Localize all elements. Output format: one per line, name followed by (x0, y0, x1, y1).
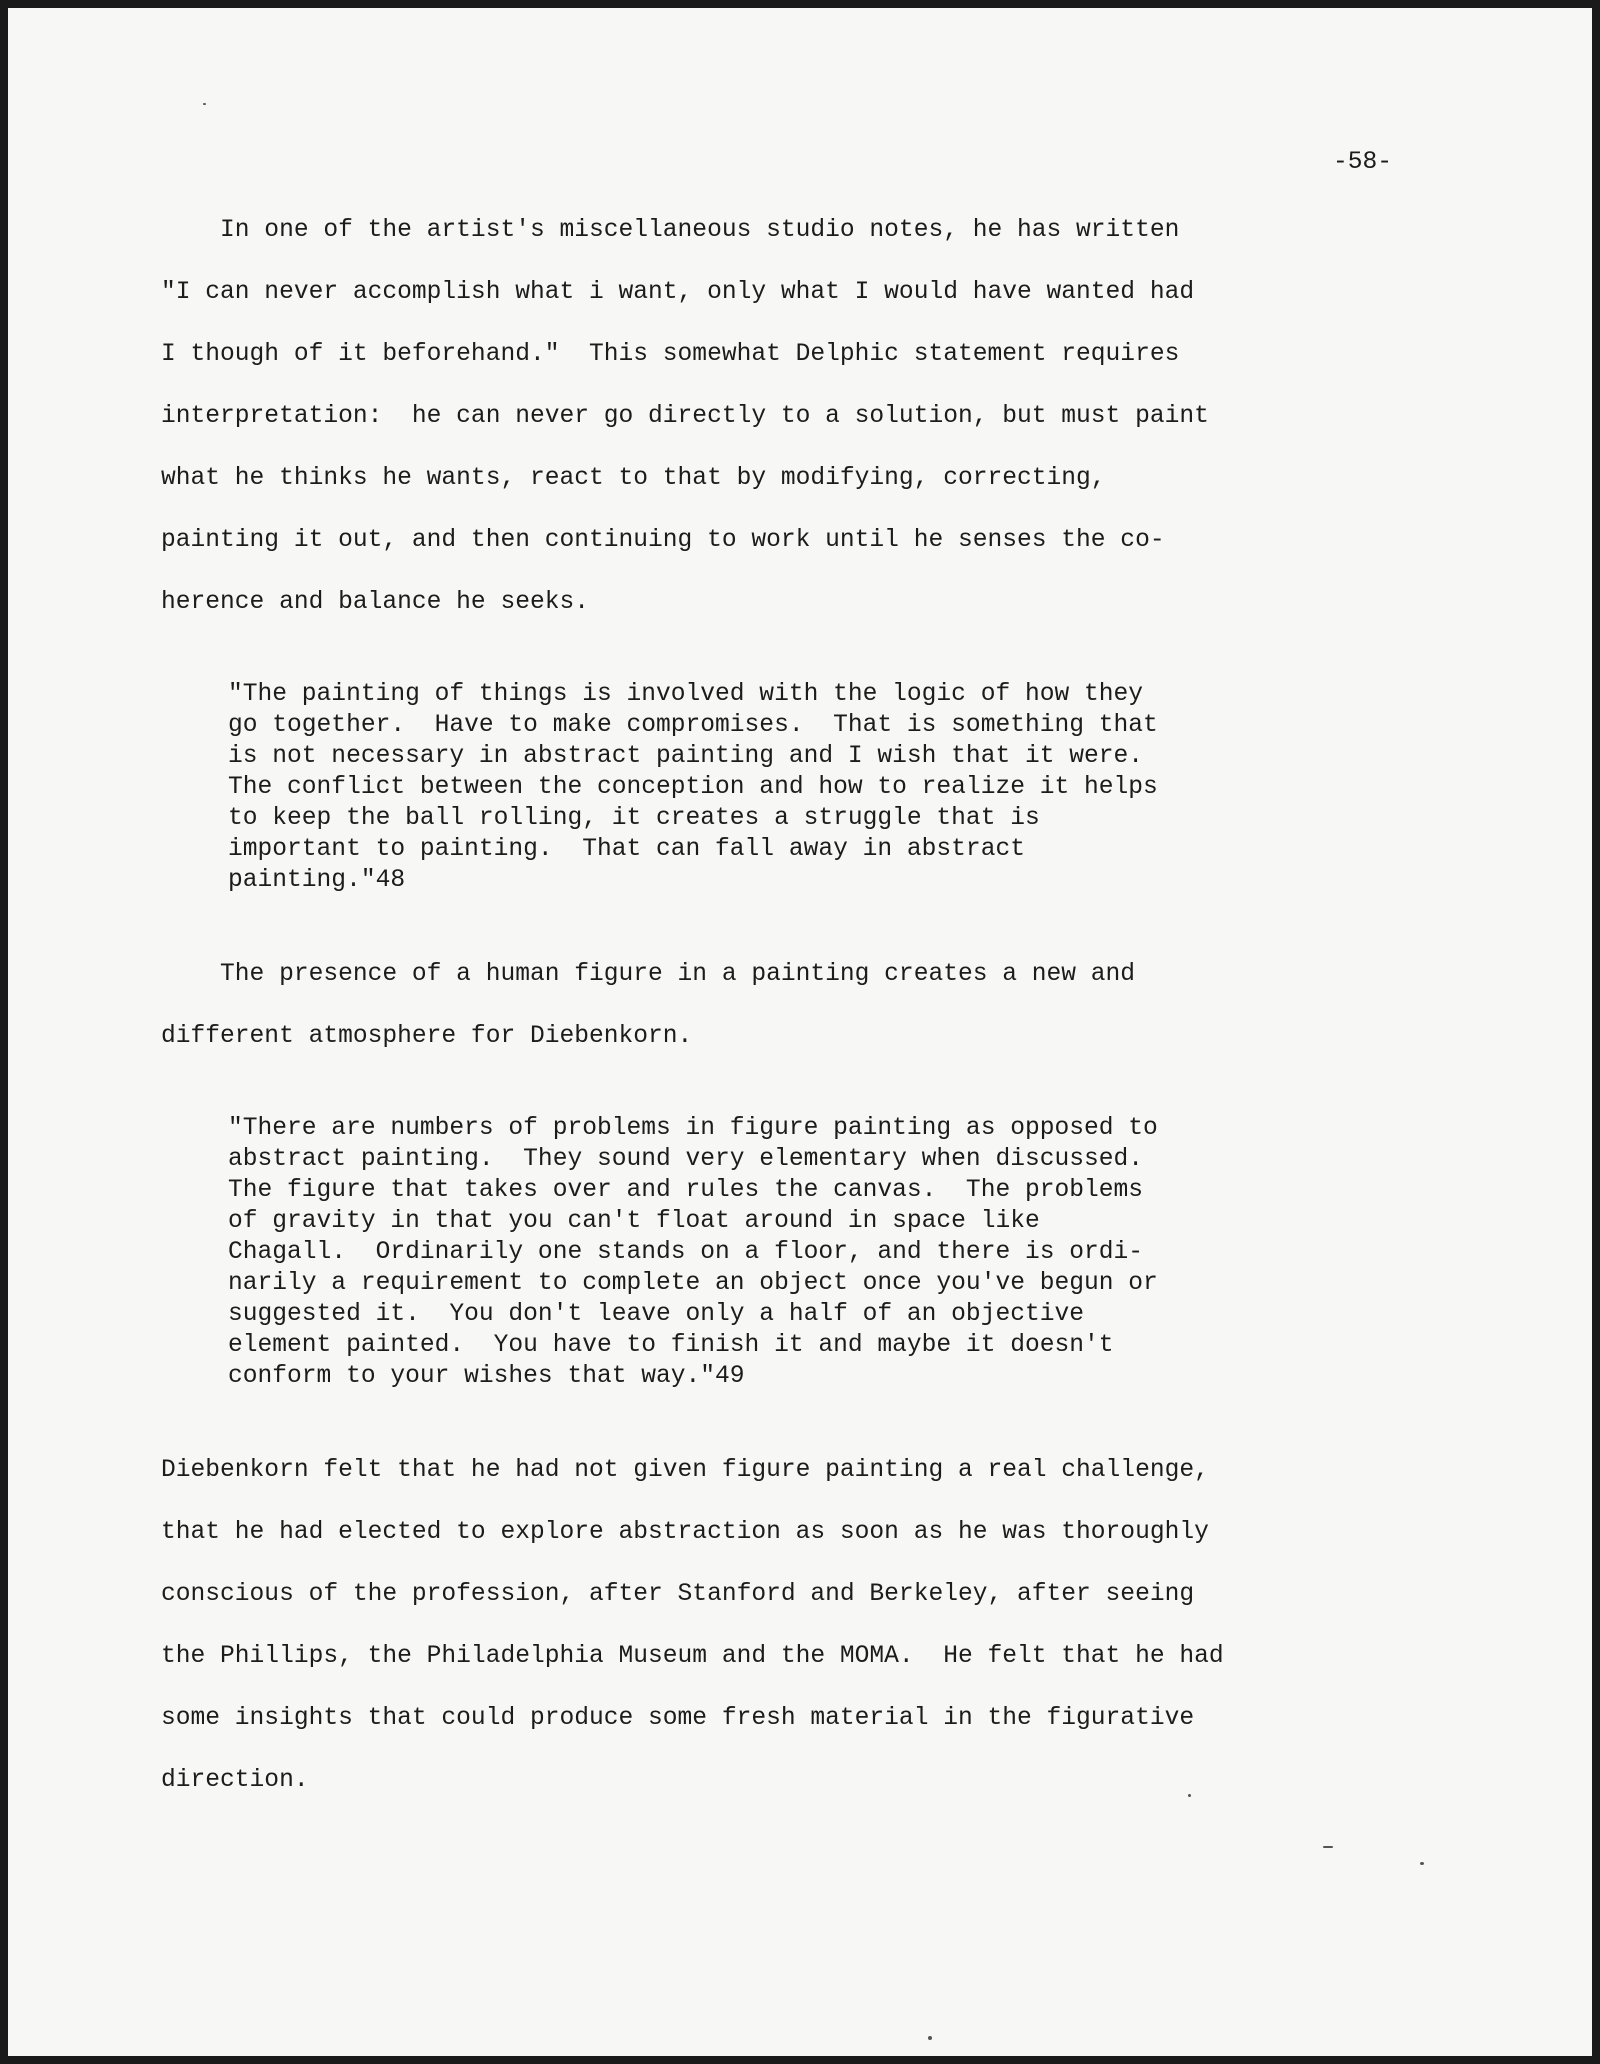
quote-line: of gravity in that you can't float around in space like (228, 1208, 1040, 1235)
text-line: The presence of a human figure in a painting creates a new and (161, 961, 1136, 988)
quote-line: The figure that takes over and rules the canvas. The problems (228, 1177, 1144, 1204)
text-line: herence and balance he seeks. (161, 589, 590, 616)
quote-line: painting."48 (228, 867, 406, 894)
text-line: what he thinks he wants, react to that by modifying, correcting, (161, 465, 1106, 492)
paper-speck (203, 103, 206, 105)
quote-line: "There are numbers of problems in figure painting as opposed to (228, 1115, 1158, 1142)
text-line: In one of the artist's miscellaneous studio notes, he has written (161, 217, 1180, 244)
text-line: some insights that could produce some fresh material in the figurative (161, 1705, 1195, 1732)
quote-line: to keep the ball rolling, it creates a struggle that is (228, 805, 1040, 832)
text-line: I though of it beforehand." This somewhat Delphic statement requires (161, 341, 1180, 368)
quote-line: abstract painting. They sound very elementary when discussed. (228, 1146, 1144, 1173)
paper-speck (928, 2036, 932, 2040)
paper-speck (1188, 1794, 1191, 1797)
text-line: Diebenkorn felt that he had not given figure painting a real challenge, (161, 1457, 1209, 1484)
text-line: the Phillips, the Philadelphia Museum and the MOMA. He felt that he had (161, 1643, 1224, 1670)
document-page (8, 8, 1592, 2056)
quote-line: conform to your wishes that way."49 (228, 1363, 745, 1390)
quote-line: element painted. You have to finish it and maybe it doesn't (228, 1332, 1114, 1359)
quote-line: narily a requirement to complete an object once you've begun or (228, 1270, 1158, 1297)
text-line: different atmosphere for Diebenkorn. (161, 1023, 693, 1050)
page-number: -58- (1333, 149, 1393, 176)
paper-speck (1420, 1862, 1424, 1865)
paper-speck (1323, 1846, 1333, 1848)
text-line: painting it out, and then continuing to work until he senses the co- (161, 527, 1165, 554)
text-line: interpretation: he can never go directly to a solution, but must paint (161, 403, 1209, 430)
quote-line: The conflict between the conception and how to realize it helps (228, 774, 1158, 801)
text-line: direction. (161, 1767, 309, 1794)
quote-line: suggested it. You don't leave only a half of an objective (228, 1301, 1085, 1328)
quote-line: important to painting. That can fall away in abstract (228, 836, 1025, 863)
quote-line: Chagall. Ordinarily one stands on a floor, and there is ordi- (228, 1239, 1144, 1266)
quote-line: "The painting of things is involved with the logic of how they (228, 681, 1144, 708)
quote-line: is not necessary in abstract painting and I wish that it were. (228, 743, 1144, 770)
text-line: "I can never accomplish what i want, only what I would have wanted had (161, 279, 1195, 306)
quote-line: go together. Have to make compromises. That is something that (228, 712, 1158, 739)
text-line: that he had elected to explore abstraction as soon as he was thoroughly (161, 1519, 1209, 1546)
text-line: conscious of the profession, after Stanford and Berkeley, after seeing (161, 1581, 1195, 1608)
